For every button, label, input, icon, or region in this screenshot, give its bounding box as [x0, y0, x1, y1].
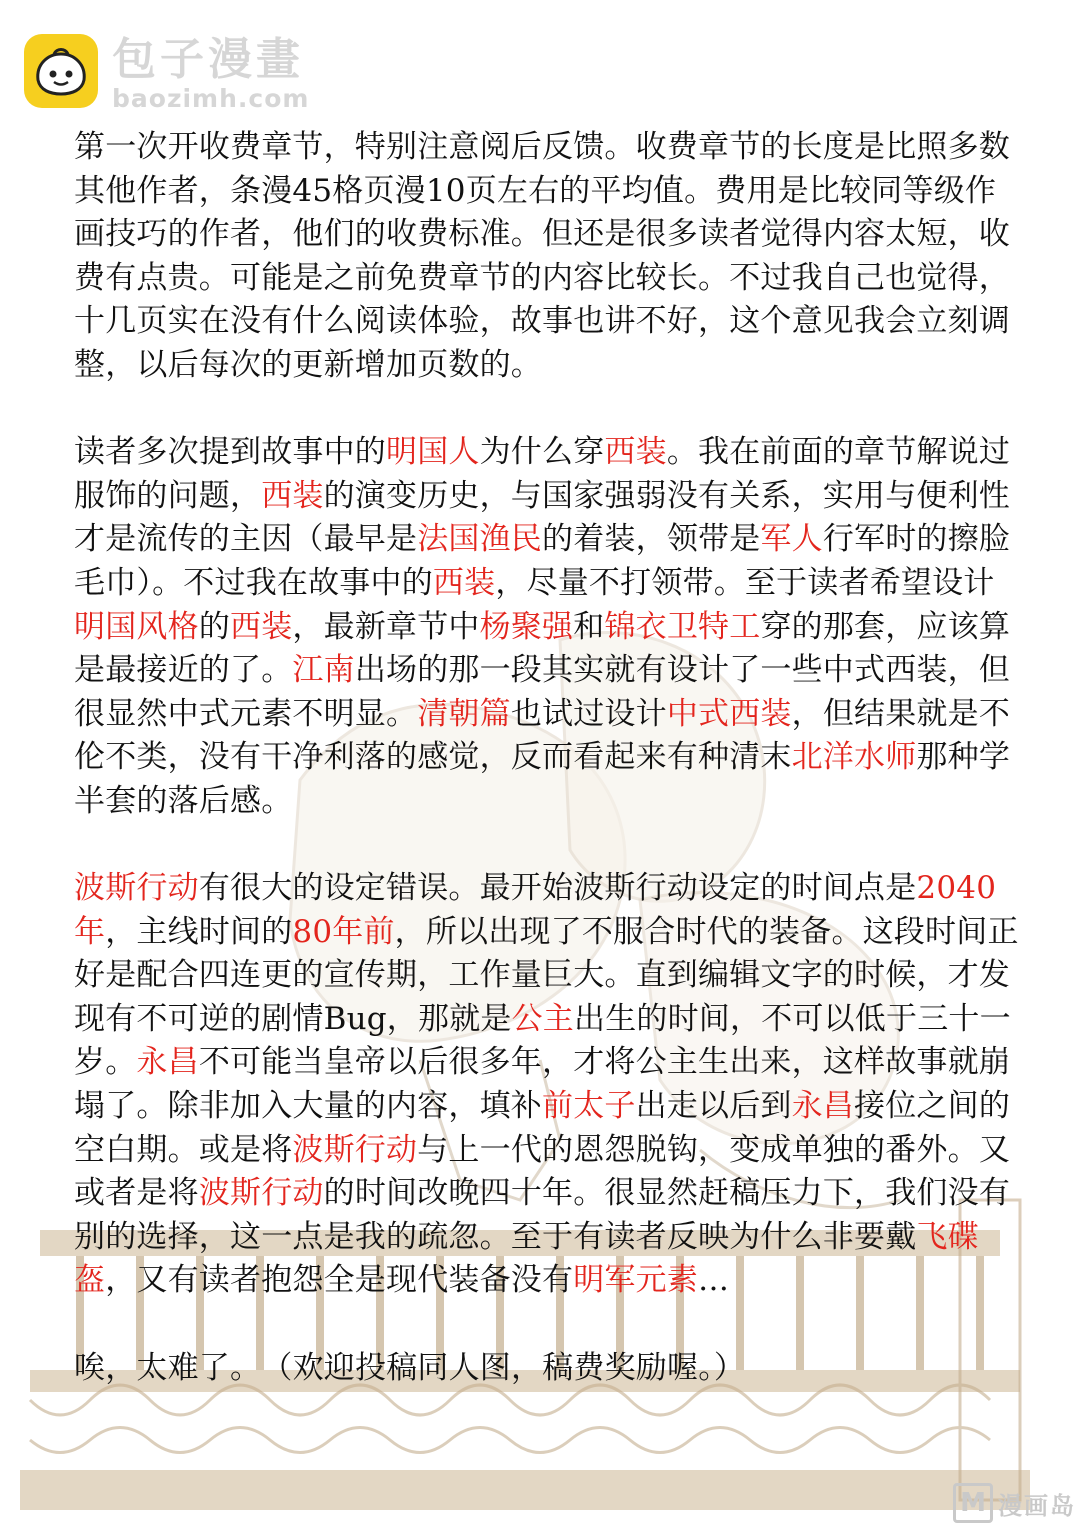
text-run: 唉，太难了。 （欢迎投稿同人图，稿费奖励喔。） — [74, 1349, 746, 1386]
highlight-term: 明军元素 — [573, 1262, 699, 1299]
text-run: 穿的那套，应该算是最接近的了。 — [74, 608, 1011, 689]
text-run: ，最新章节中 — [292, 608, 480, 645]
bun-mascot-icon — [24, 34, 98, 108]
highlight-term: 明国人 — [386, 434, 480, 471]
watermark-text: 漫画岛 — [998, 1491, 1076, 1520]
highlight-term: 江南 — [292, 652, 355, 689]
highlight-term: 北洋水师 — [791, 739, 917, 776]
text-run: 的 — [198, 608, 231, 645]
text-run: 也试过设计 — [510, 695, 667, 732]
highlight-term: 法国渔民 — [417, 521, 543, 558]
highlight-term: 清朝篇 — [417, 695, 511, 732]
text-run: 行军时的擦脸毛巾）。不过我在故事中的 — [74, 521, 1011, 601]
highlight-term: 西装 — [604, 434, 667, 471]
highlight-term: 永昌 — [136, 1044, 199, 1081]
logo-title: 包子漫畫 — [112, 34, 304, 85]
text-run: … — [698, 1262, 730, 1299]
text-run: 为什么穿 — [479, 434, 605, 471]
logo-domain: baozimh.com — [112, 84, 310, 113]
logo-text — [112, 34, 309, 112]
manhuadao-watermark — [953, 1483, 1076, 1523]
highlight-term: 明国风格 — [74, 608, 199, 645]
highlight-term: 永昌 — [791, 1088, 855, 1125]
text-run: 和 — [573, 608, 605, 645]
highlight-term: 锦衣卫特工 — [604, 608, 761, 645]
text-run: ，尽量不打领带。至于读者希望设计 — [495, 564, 995, 601]
highlight-term: 波斯行动 — [74, 870, 199, 907]
highlight-term: 80年前 — [292, 913, 395, 950]
highlight-term: 西装 — [230, 608, 293, 645]
text-run: 那种学半套的落后感。 — [74, 739, 1011, 819]
text-run: 不可能当皇帝以后很多年，才将公主生出来，这样故事就崩塌了。除非加入大量的内容，填补 — [74, 1044, 1011, 1125]
highlight-term: 公主 — [511, 1000, 574, 1037]
text-run: 的着装，领带是 — [542, 521, 761, 558]
text-run: 的时间改晚四十年。很显然赶稿压力下，我们没有别的选择，这一点是我的疏忽。至于有读者反映为什么非要戴 — [74, 1175, 1011, 1255]
highlight-term: 波斯行动 — [292, 1131, 418, 1168]
text-run: ，但结果就是不伦不类，没有干净利落的感觉，反而看起来有种清末 — [74, 695, 1011, 776]
highlight-term: 前太子 — [542, 1088, 636, 1125]
highlight-term: 西装 — [261, 477, 324, 514]
text-run: 出场的那一段其实就有设计了一些中式西装，但很显然中式元素不明显。 — [74, 652, 1011, 732]
text-run: 的演变历史，与国家强弱没有关系，实用与便利性才是流传的主因（最早是 — [74, 477, 1011, 558]
highlight-term: 西装 — [432, 564, 496, 601]
text-run: ，所以出现了不服合时代的装备。这段时间正好是配合四连更的宣传期，工作量巨大。直到编辑文字的时候，才发现有不可逆的剧情Bug，那就是 — [74, 913, 1019, 1037]
highlight-term: 军人 — [760, 521, 823, 558]
article-body — [74, 126, 1019, 1390]
highlight-term: 波斯行动 — [198, 1175, 324, 1212]
text-run: 与上一代的恩怨脱钩，变成单独的番外。又或者是将 — [74, 1131, 1011, 1212]
paragraph-3 — [74, 867, 1019, 1303]
site-logo[interactable] — [24, 34, 309, 112]
highlight-term: 2040年 — [74, 870, 997, 950]
text-run: 第一次开收费章节，特别注意阅后反馈。收费章节的长度是比照多数其他作者，条漫45格页漫10页左右的平均值。费用是比较同等级作画技巧的作者，他们的收费标准。但还是很多读者觉得内容太短，收费有点贵。可能是之前免费章节的内容比较长。不过我自己也觉得，十几页实在没有什么阅读体验，故事也讲不好，这个意见我会立刻调整，以后每次的更新增加页数的。 — [74, 129, 1010, 383]
watermark-m-icon: M — [953, 1483, 993, 1523]
highlight-term: 中式西装 — [666, 695, 792, 732]
paragraph-1 — [74, 126, 1019, 388]
paragraph-2 — [74, 431, 1019, 823]
text-run: ，主线时间的 — [105, 913, 293, 950]
text-run: 接位之间的空白期。或是将 — [74, 1088, 1011, 1168]
text-run: ，又有读者抱怨全是现代装备没有 — [105, 1262, 574, 1299]
paragraph-4 — [74, 1347, 1019, 1391]
text-run: 读者多次提到故事中的 — [74, 434, 386, 471]
text-run: 。我在前面的章节解说过服饰的问题， — [74, 434, 1011, 514]
text-run: 出走以后到 — [635, 1088, 792, 1125]
text-run: 有很大的设定错误。最开始波斯行动设定的时间点是 — [198, 870, 917, 907]
highlight-term: 杨聚强 — [479, 608, 574, 645]
text-run: 出生的时间，不可以低于三十一岁。 — [74, 1000, 1011, 1081]
highlight-term: 飞碟盔 — [74, 1218, 979, 1299]
